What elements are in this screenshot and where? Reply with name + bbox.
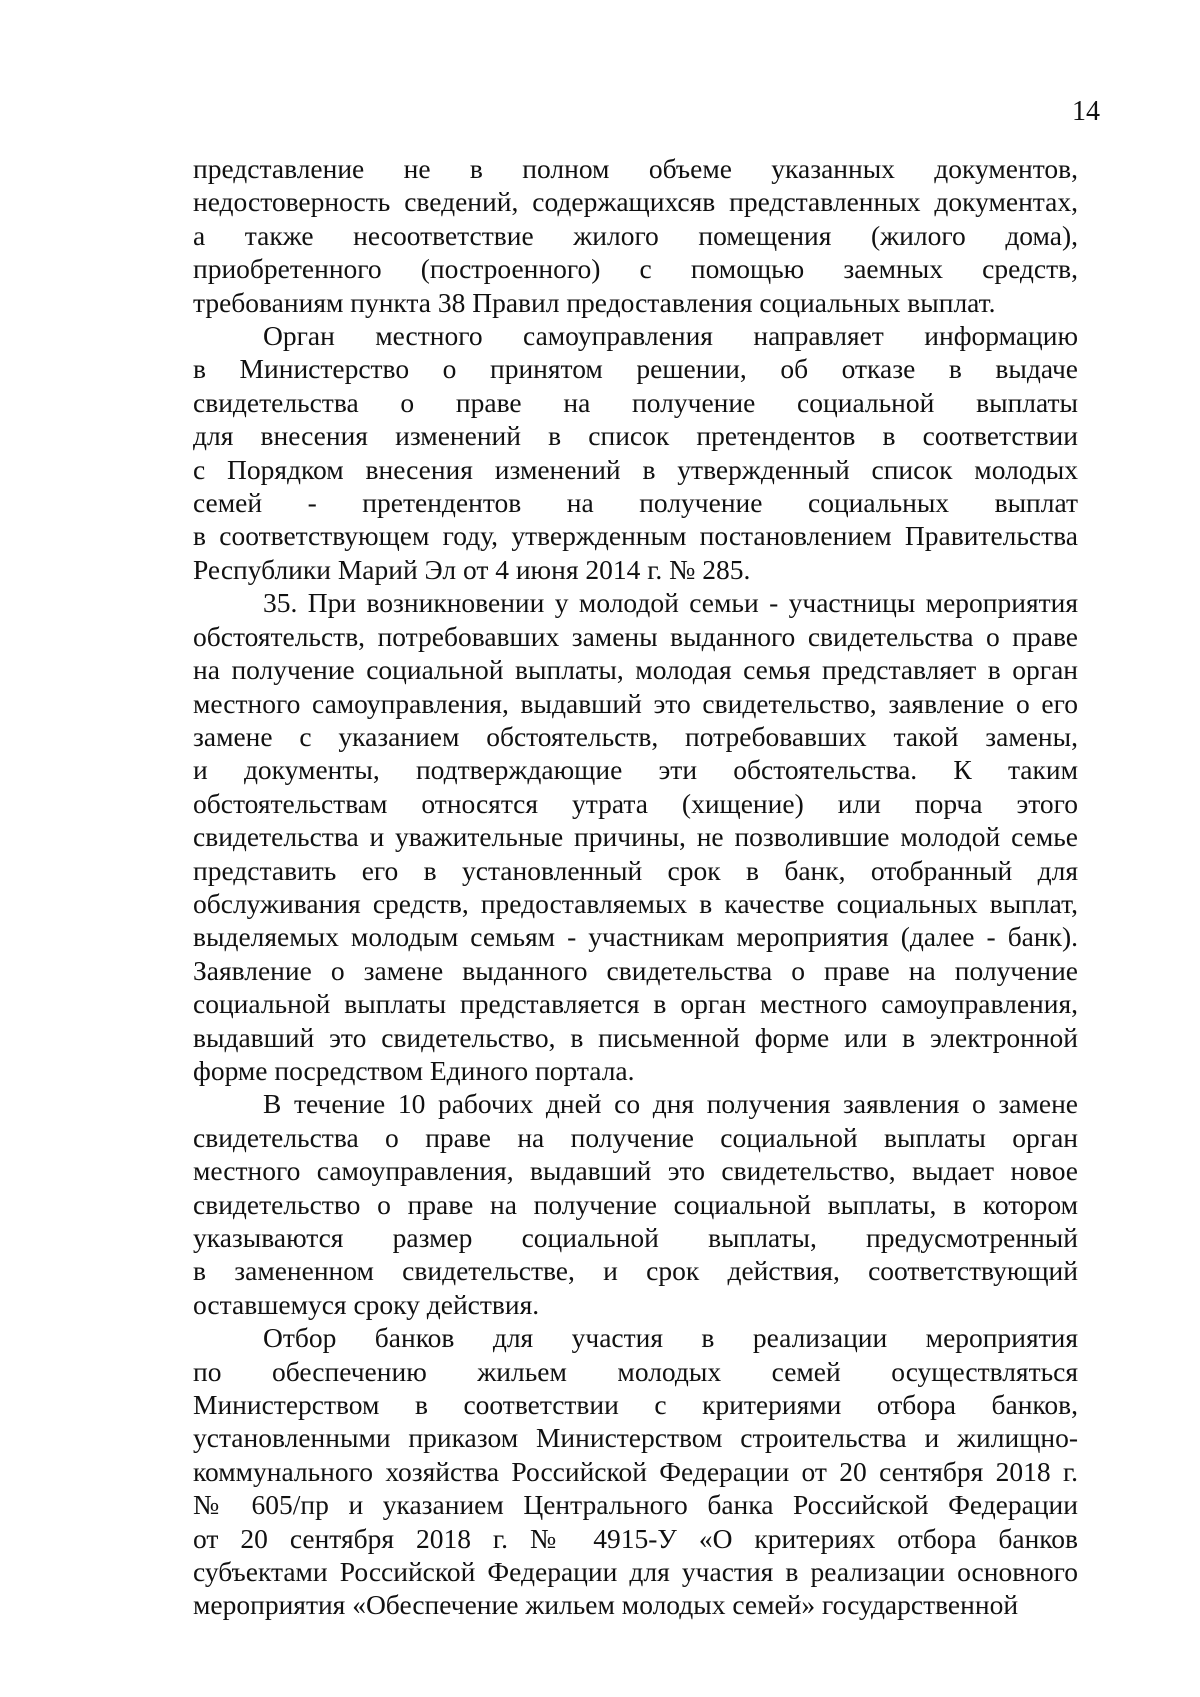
text-line: установленными приказом Министерством строительства и жилищно- bbox=[193, 1422, 1078, 1454]
text-line: для внесения изменений в список претендентов в соответствии bbox=[193, 420, 1078, 452]
text-line: мероприятия «Обеспечение жильем молодых семей» государственной bbox=[193, 1589, 1019, 1621]
paragraph bbox=[193, 1087, 1078, 1321]
paragraph bbox=[193, 1321, 1078, 1622]
text-line: семей - претендентов на получение социальных выплат bbox=[193, 487, 1078, 519]
page-number: 14 bbox=[1072, 96, 1100, 127]
text-line: свидетельства о праве на получение социальной выплаты орган bbox=[193, 1121, 1078, 1153]
paragraph bbox=[193, 319, 1078, 586]
text-line: а также несоответствие жилого помещения (жилого дома), bbox=[193, 219, 1078, 251]
text-line: Заявление о замене выданного свидетельства о праве на получение bbox=[193, 954, 1078, 986]
text-line: оставшемуся сроку действия. bbox=[193, 1288, 540, 1320]
text-line: указываются размер социальной выплаты, предусмотренный bbox=[193, 1222, 1078, 1253]
text-line: свидетельства и уважительные причины, не позволившие молодой семье bbox=[193, 821, 1078, 853]
text-line: от 20 сентября 2018 г. № 4915-У «О критериях отбора банков bbox=[193, 1522, 1078, 1554]
text-line: представление не в полном объеме указанных документов, bbox=[193, 153, 1078, 184]
text-line: по обеспечению жильем молодых семей осуществляться bbox=[193, 1355, 1078, 1387]
text-line: в Министерство о принятом решении, об отказе в выдаче bbox=[193, 353, 1078, 385]
text-line: форме посредством Единого портала. bbox=[193, 1054, 635, 1086]
text-line: выдавший это свидетельство, в письменной форме или в электронной bbox=[193, 1021, 1078, 1053]
text-line: В течение 10 рабочих дней со дня получения заявления о замене bbox=[263, 1088, 1078, 1120]
text-line: в замененном свидетельстве, и срок действия, соответствующий bbox=[193, 1255, 1078, 1287]
text-line: замене с указанием обстоятельств, потребовавших такой замены, bbox=[193, 720, 1078, 752]
text-line: коммунального хозяйства Российской Федерации от 20 сентября 2018 г. bbox=[193, 1455, 1078, 1487]
text-line: в соответствующем году, утвержденным постановлением Правительства bbox=[193, 520, 1078, 552]
paragraph bbox=[193, 586, 1078, 1087]
text-line: местного самоуправления, выдавший это свидетельство, выдает новое bbox=[193, 1155, 1078, 1187]
text-line: Министерством в соответствии с критериями отбора банков, bbox=[193, 1389, 1078, 1421]
text-line: Республики Марий Эл от 4 июня 2014 г. № 285. bbox=[193, 553, 751, 585]
paragraph bbox=[193, 152, 1078, 319]
text-line: местного самоуправления, выдавший это свидетельство, заявление о его bbox=[193, 687, 1078, 719]
text-line: Отбор банков для участия в реализации мероприятия bbox=[263, 1322, 1078, 1354]
text-line: социальной выплаты представляется в орган местного самоуправления, bbox=[193, 988, 1078, 1020]
text-line: субъектами Российской Федерации для участия в реализации основного bbox=[193, 1556, 1078, 1588]
text-line: обстоятельств, потребовавших замены выданного свидетельства о праве bbox=[193, 620, 1078, 652]
text-line: обслуживания средств, предоставляемых в качестве социальных выплат, bbox=[193, 887, 1078, 919]
text-line: представить его в установленный срок в банк, отобранный для bbox=[193, 854, 1078, 886]
text-line: на получение социальной выплаты, молодая семья представляет в орган bbox=[193, 654, 1078, 686]
text-line: 35. При возникновении у молодой семьи - участницы мероприятия bbox=[263, 587, 1078, 619]
text-line: № 605/пр и указанием Центрального банка Российской Федерации bbox=[193, 1489, 1078, 1521]
document-body bbox=[193, 152, 1078, 1622]
text-line: обстоятельствам относятся утрата (хищение) или порча этого bbox=[193, 787, 1078, 819]
text-line: Орган местного самоуправления направляет информацию bbox=[263, 320, 1078, 352]
text-line: и документы, подтверждающие эти обстоятельства. К таким bbox=[193, 754, 1078, 786]
text-line: недостоверность сведений, содержащихсяв представленных документах, bbox=[193, 186, 1078, 218]
text-line: свидетельства о праве на получение социальной выплаты bbox=[193, 386, 1078, 418]
text-line: выделяемых молодым семьям - участникам мероприятия (далее - банк). bbox=[193, 921, 1078, 953]
text-line: с Порядком внесения изменений в утвержденный список молодых bbox=[193, 453, 1078, 485]
text-line: приобретенного (построенного) с помощью заемных средств, bbox=[193, 253, 1078, 285]
text-line: свидетельство о праве на получение социальной выплаты, в котором bbox=[193, 1188, 1078, 1220]
text-line: требованиям пункта 38 Правил предоставления социальных выплат. bbox=[193, 286, 996, 318]
